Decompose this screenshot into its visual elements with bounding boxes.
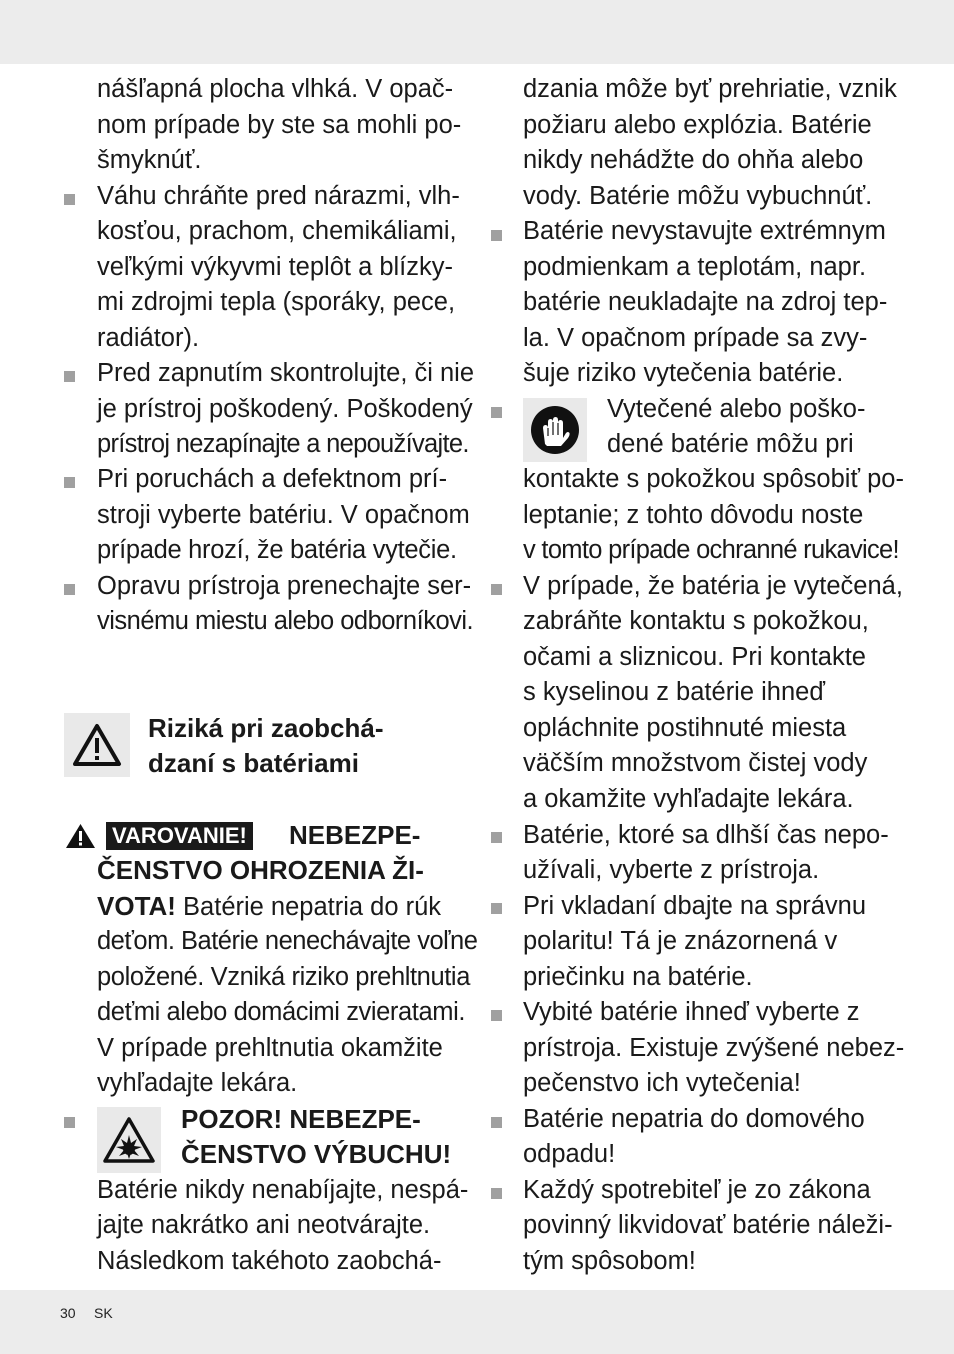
text-line: visnému miestu alebo odborníkovi. (97, 607, 474, 635)
text-line: mi zdrojmi tepla (sporáky, pece, (97, 288, 456, 316)
warning-heading: NEBEZPE- (289, 820, 421, 850)
text-line: šmyknúť. (97, 146, 202, 174)
text-line: vyhľadajte lekára. (97, 1069, 298, 1097)
bullet-marker (491, 584, 502, 595)
bullet-marker (491, 903, 502, 914)
warning-small-icon (64, 822, 97, 850)
bullet-marker (64, 371, 75, 382)
text-line: deťmi alebo domácimi zvieratami. (97, 998, 466, 1026)
text-line: deťom. Batérie nenechávajte voľne (97, 927, 478, 955)
text-line: Vybité batérie ihneď vyberte z (523, 998, 860, 1026)
protective-gloves-icon (523, 398, 587, 462)
text-line: povinný likvidovať batérie náleži- (523, 1211, 893, 1239)
text-line: nášľapná plocha vlhká. V opač- (97, 75, 454, 103)
text-line: prístroja. Existuje zvýšené nebez- (523, 1034, 905, 1062)
text-line: radiátor). (97, 324, 200, 352)
text-line (97, 891, 441, 922)
explosion-heading: ČENSTVO VÝBUCHU! (181, 1139, 452, 1169)
bullet-marker (64, 584, 75, 595)
text-line: a okamžite vyhľadajte lekára. (523, 785, 854, 813)
text-line: tým spôsobom! (523, 1247, 696, 1275)
text-line: položené. Vzniká riziko prehltnutia (97, 963, 470, 991)
text-line: užívali, vyberte z prístroja. (523, 856, 820, 884)
text-line: v tomto prípade ochranné rukavice! (523, 536, 899, 564)
text-line: Batérie nepatria do domového (523, 1105, 865, 1133)
text-line: kontakte s pokožkou spôsobiť po- (523, 465, 904, 493)
explosion-hazard-icon (97, 1107, 161, 1173)
warning-heading: VOTA! (97, 891, 176, 921)
bullet-marker (64, 194, 75, 205)
text-line: veľkými výkyvmi teplôt a blízky- (97, 253, 454, 281)
text-line: Opravu prístroja prenechajte ser- (97, 572, 472, 600)
text-line: opláchnite postihnuté miesta (523, 714, 847, 742)
warning-label: VAROVANIE! (106, 822, 253, 850)
text-line: la. V opačnom prípade sa zvy- (523, 324, 868, 352)
explosion-heading: POZOR! NEBEZPE- (181, 1104, 421, 1134)
top-band (0, 0, 954, 64)
warning-heading: ČENSTVO OHROZENIA ŽI- (97, 855, 424, 885)
text-line: V prípade, že batéria je vytečená, (523, 572, 903, 600)
bottom-band (0, 1290, 954, 1354)
bullet-marker (491, 1188, 502, 1199)
text-line: kosťou, prachom, chemikáliami, (97, 217, 457, 245)
text-line: šuje riziko vytečenia batérie. (523, 359, 844, 387)
text-line: Každý spotrebiteľ je zo zákona (523, 1176, 871, 1204)
text-line: polaritu! Tá je znázornená v (523, 927, 838, 955)
text-fragment: Batérie nepatria do rúk (175, 893, 442, 921)
text-line: odpadu! (523, 1140, 616, 1168)
text-line: batérie neukladajte na zdroj tep- (523, 288, 888, 316)
text-line: dzania môže byť prehriatie, vznik (523, 75, 897, 103)
language-code: SK (94, 1305, 113, 1321)
text-line: zabráňte kontaktu s pokožkou, (523, 607, 869, 635)
text-line: prístroj nezapínajte a nepoužívajte. (97, 430, 469, 458)
bullet-marker (491, 832, 502, 843)
bullet-marker (491, 1010, 502, 1021)
text-line: Vytečené alebo poško- (607, 395, 866, 423)
text-line: pečenstvo ich vytečenia! (523, 1069, 801, 1097)
text-line: priečinku na batérie. (523, 963, 753, 991)
text-line: požiaru alebo explózia. Batérie (523, 111, 872, 139)
bullet-marker (491, 407, 502, 418)
text-line: vody. Batérie môžu vybuchnúť. (523, 182, 873, 210)
text-line: Pri poruchách a defektnom prí- (97, 465, 448, 493)
text-line: Následkom takéhoto zaobchá- (97, 1247, 442, 1275)
text-line: Pred zapnutím skontrolujte, či nie (97, 359, 475, 387)
text-line: Batérie nevystavujte extrémnym (523, 217, 886, 245)
text-line: s kyselinou z batérie ihneď (523, 678, 826, 706)
section-heading: Riziká pri zaobchá- (148, 713, 384, 743)
text-line: väčším množstvom čistej vody (523, 749, 868, 777)
text-line: podmienkam a teplotám, napr. (523, 253, 867, 281)
bullet-marker (64, 477, 75, 488)
text-line: dené batérie môžu pri (607, 430, 854, 458)
section-heading: dzaní s batériami (148, 748, 359, 778)
text-line: Pri vkladaní dbajte na správnu (523, 892, 867, 920)
page-number: 30 (60, 1305, 76, 1321)
text-line: V prípade prehltnutia okamžite (97, 1034, 443, 1062)
text-line: očami a sliznicou. Pri kontakte (523, 643, 866, 671)
text-line: prípade hrozí, že batéria vytečie. (97, 536, 457, 564)
bullet-marker (491, 1117, 502, 1128)
text-line: nikdy nehádžte do ohňa alebo (523, 146, 864, 174)
bullet-marker (491, 230, 502, 241)
warning-triangle-icon (64, 713, 130, 777)
text-line: Váhu chráňte pred nárazmi, vlh- (97, 182, 460, 210)
text-line: leptanie; z tohto dôvodu noste (523, 501, 864, 529)
text-line: nom prípade by ste sa mohli po- (97, 111, 462, 139)
text-line: Batérie, ktoré sa dlhší čas nepo- (523, 821, 889, 849)
text-line: Batérie nikdy nenabíjajte, nespá- (97, 1176, 469, 1204)
bullet-marker (64, 1117, 75, 1128)
text-line: je prístroj poškodený. Poškodený (97, 395, 473, 423)
text-line: jajte nakrátko ani neotvárajte. (97, 1211, 431, 1239)
text-line: stroji vyberte batériu. V opačnom (97, 501, 470, 529)
